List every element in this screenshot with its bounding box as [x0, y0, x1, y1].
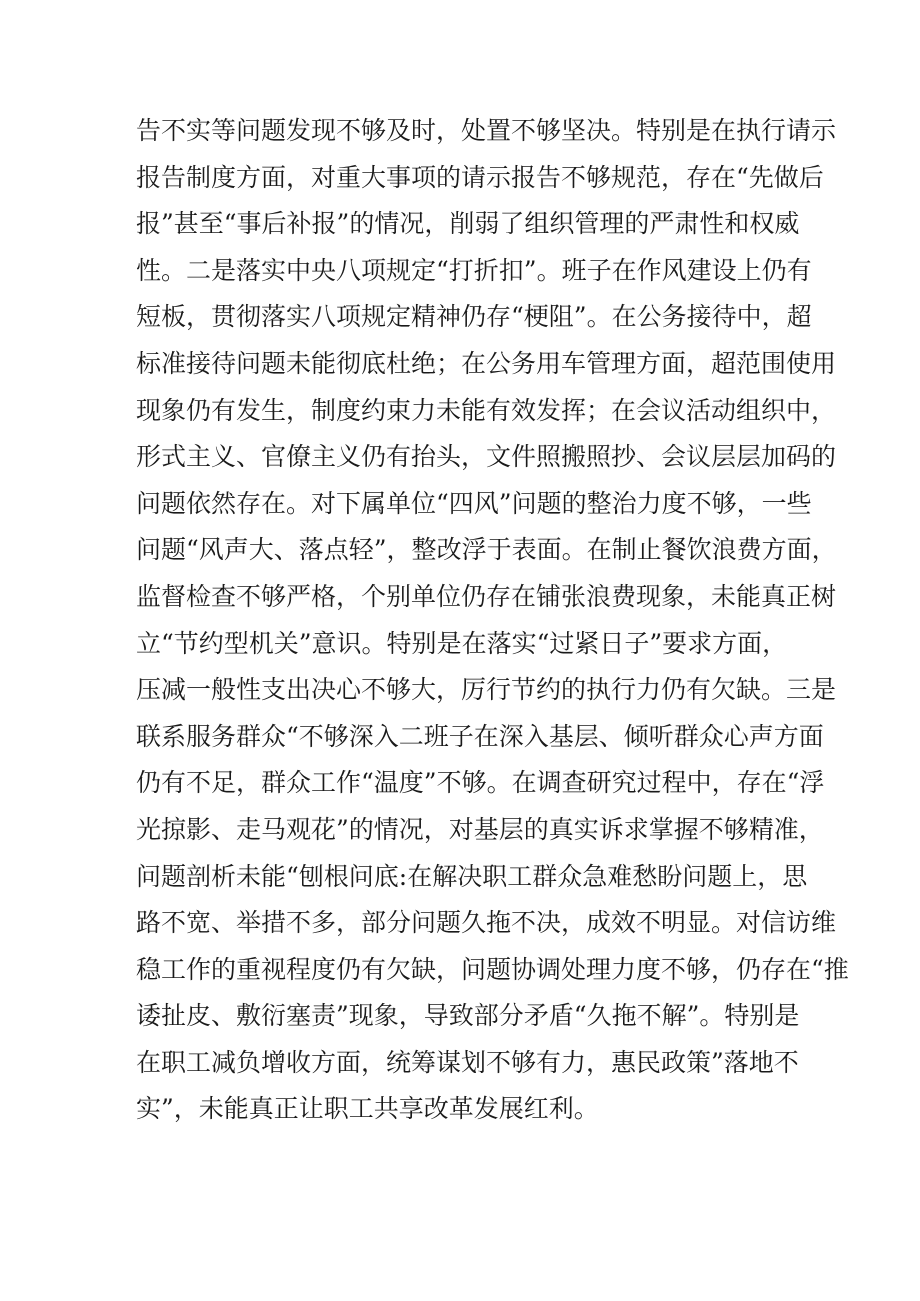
text-line: 问题依然存在。对下属单位“四风”问题的整治力度不够，一些: [136, 488, 812, 518]
text-line: 问题剖析未能“刨根问底:在解决职工群众急难愁盼问题上，思: [136, 861, 808, 891]
text-line: 仍有不足，群众工作“温度”不够。在调查研究过程中，存在“浮: [136, 768, 825, 798]
text-line: 光掠影、走马观花”的情况，对基层的真实诉求掌握不够精准，: [136, 814, 824, 844]
text-line: 诿扯皮、敷衍塞责”现象，导致部分矛盾“久拖不解”。特别是: [136, 1001, 800, 1031]
text-line: 性。二是落实中央八项规定“打折扣”。班子在作风建设上仍有: [136, 255, 812, 285]
text-line: 监督检查不够严格，个别单位仍存在铺张浪费现象，未能真正树: [136, 581, 837, 611]
text-line: 报”甚至“事后补报”的情况，削弱了组织管理的严肃性和权威: [136, 209, 800, 239]
text-line: 路不宽、举措不多，部分问题久拖不决，成效不明显。对信访维: [136, 908, 837, 938]
text-line: 标准接待问题未能彻底杜绝；在公务用车管理方面，超范围使用: [136, 348, 837, 378]
text-line: 现象仍有发生，制度约束力未能有效发挥；在会议活动组织中，: [136, 395, 837, 425]
text-line: 报告制度方面，对重大事项的请示报告不够规范，存在“先做后: [136, 162, 824, 192]
text-line: 稳工作的重视程度仍有欠缺，问题协调处理力度不够，仍存在“推: [136, 954, 849, 984]
text-line: 压减一般性支出决心不够大，厉行节约的执行力仍有欠缺。三是: [136, 675, 837, 705]
text-line: 短板，贯彻落实八项规定精神仍存“梗阻”。在公务接待中，超: [136, 302, 812, 332]
text-line: 在职工减负增收方面，统筹谋划不够有力，惠民政策”落地不: [136, 1047, 799, 1077]
text-line: 联系服务群众“不够深入二班子在深入基层、倾听群众心声方面: [136, 721, 824, 751]
text-line: 告不实等问题发现不够及时，处置不够坚决。特别是在执行请示: [136, 116, 837, 145]
text-line: 形式主义、官僚主义仍有抬头，文件照搬照抄、会议层层加码的: [136, 442, 837, 472]
text-line: 问题“风声大、落点轻”，整改浮于表面。在制止餐饮浪费方面，: [136, 535, 837, 565]
text-line-last: 实”，未能真正让职工共享改革发展红利。: [136, 1094, 599, 1124]
text-line: 立“节约型机关”意识。特别是在落实“过紧日子”要求方面，: [136, 628, 788, 658]
body-paragraph: [136, 108, 849, 1133]
